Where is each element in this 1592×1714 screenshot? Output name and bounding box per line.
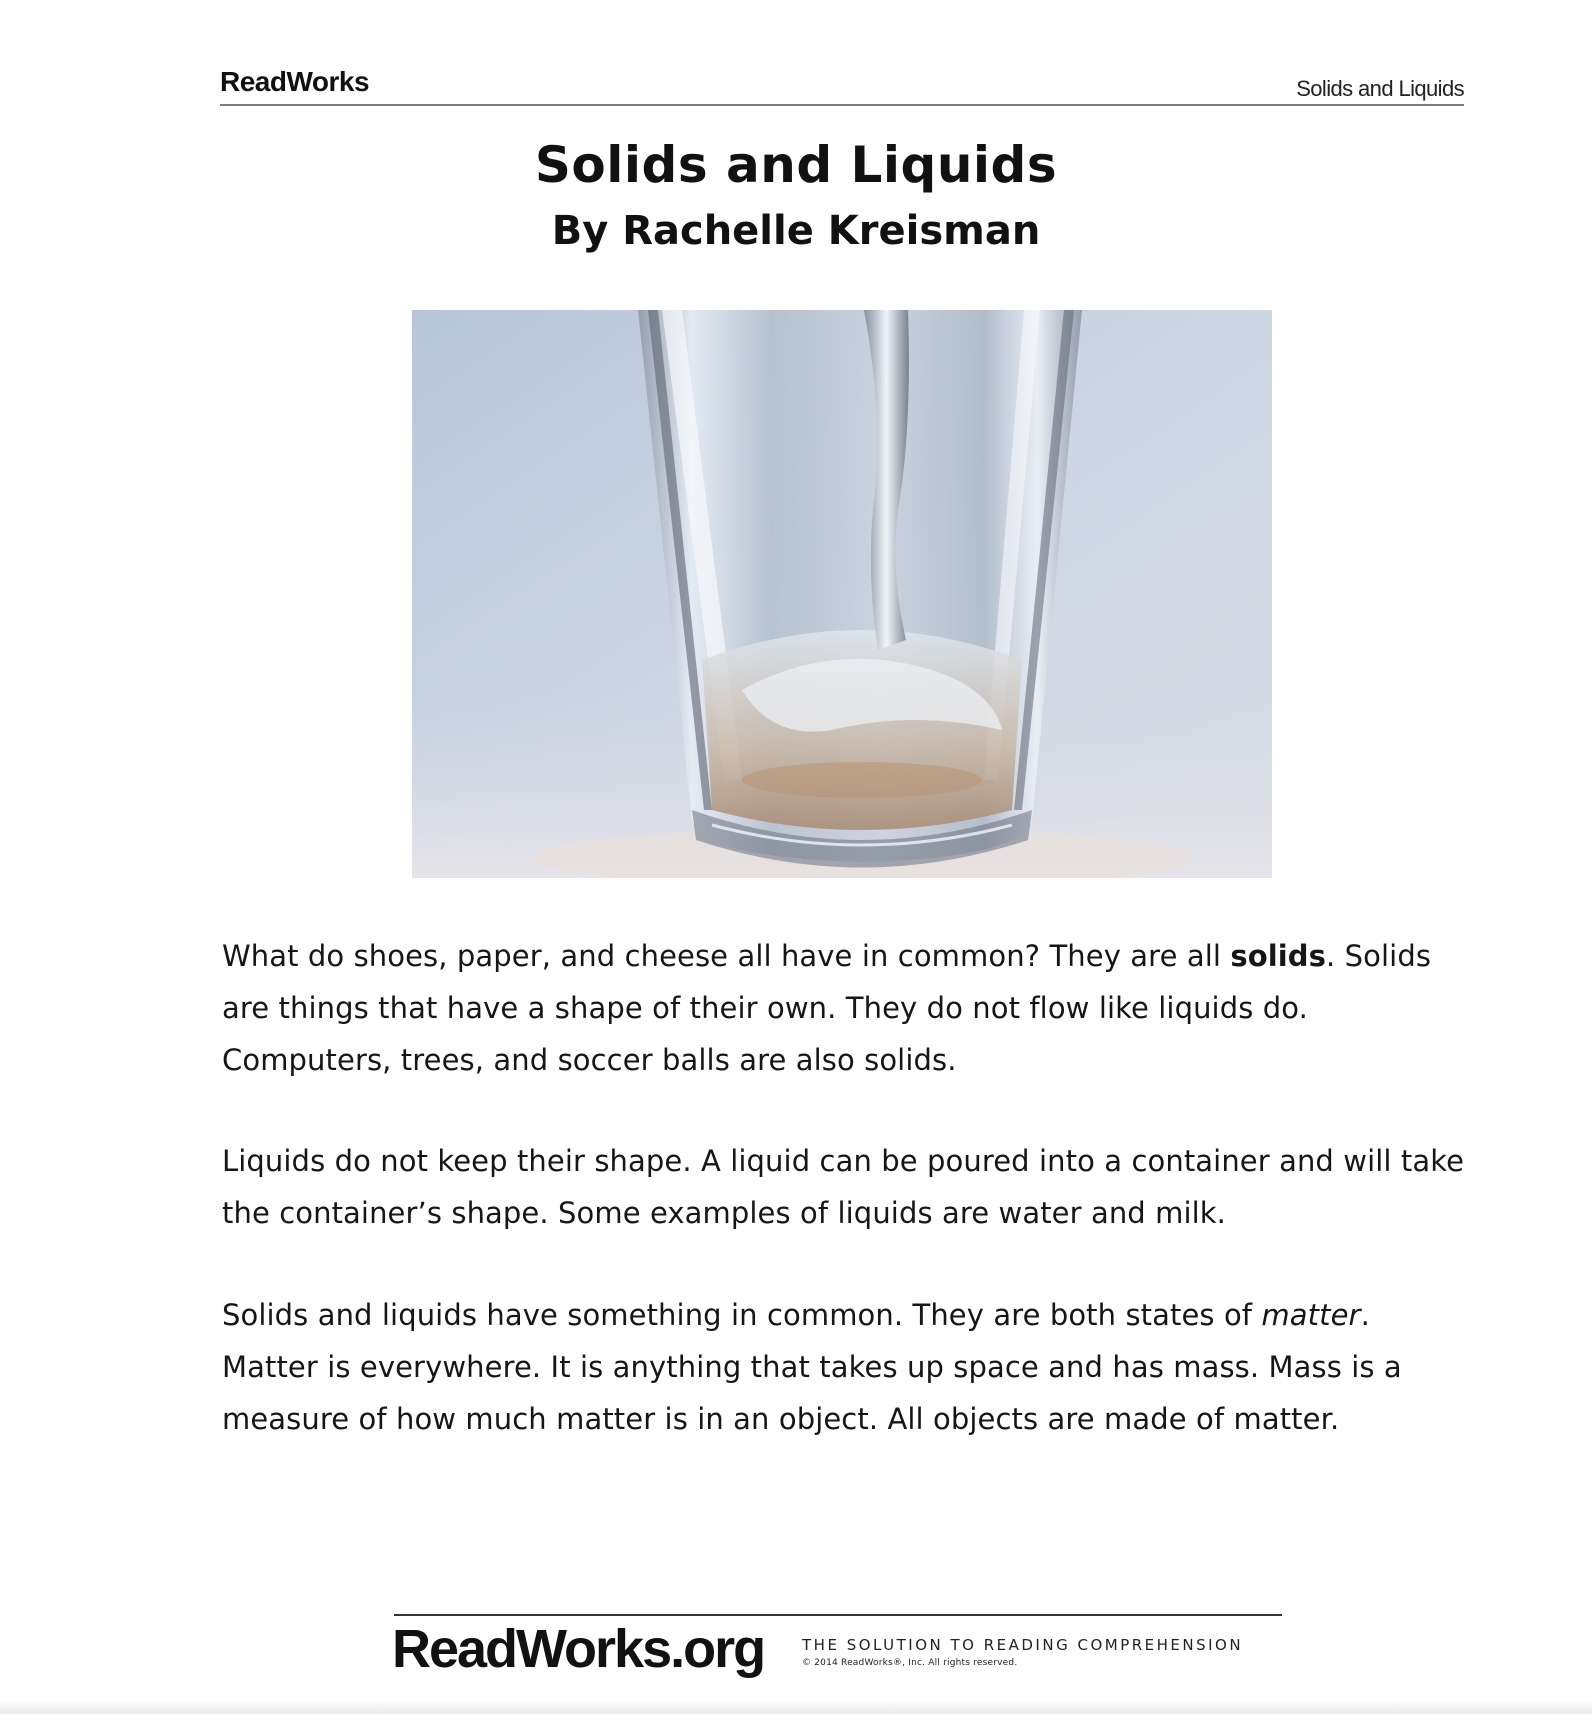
glass-water-photo bbox=[412, 310, 1272, 878]
paragraph-solids-part1: What do shoes, paper, and cheese all have in common? They are all bbox=[222, 939, 1231, 973]
keyword-matter: matter bbox=[1261, 1298, 1361, 1332]
header-brand: ReadWorks bbox=[220, 66, 370, 97]
paragraph-solids bbox=[222, 930, 1472, 1086]
footer-logo: ReadWorks.org bbox=[392, 1619, 765, 1679]
article-title: Solids and Liquids bbox=[534, 136, 1058, 194]
keyword-solids: solids bbox=[1230, 939, 1327, 973]
paragraph-solids-part2: . Solids are things that have a shape of their own. They do not flow like liquids do. Computers, trees, and soccer balls are also solids. bbox=[222, 939, 1432, 1077]
footer-divider bbox=[394, 1614, 1282, 1616]
page-bottom-edge bbox=[0, 1700, 1592, 1714]
header-running-title: Solids and Liquids bbox=[1296, 76, 1464, 101]
footer-tagline: THE SOLUTION TO READING COMPREHENSION bbox=[802, 1636, 1244, 1654]
paragraph-matter-part2: . Matter is everywhere. It is anything that takes up space and has mass. Mass is a measure of how much matter is in an object. All objects are made of matter. bbox=[222, 1298, 1402, 1436]
header-divider bbox=[220, 104, 1464, 106]
paragraph-liquids: Liquids do not keep their shape. A liquid can be poured into a container and will take the container’s shape. Some examples of liquids are water and milk. bbox=[222, 1144, 1465, 1230]
footer-copyright: © 2014 ReadWorks®, Inc. All rights reserved. bbox=[802, 1658, 1018, 1668]
paragraph-matter-part1: Solids and liquids have something in common. They are both states of bbox=[222, 1298, 1262, 1332]
paragraph-matter bbox=[222, 1289, 1472, 1445]
article-byline: By Rachelle Kreisman bbox=[551, 208, 1041, 254]
